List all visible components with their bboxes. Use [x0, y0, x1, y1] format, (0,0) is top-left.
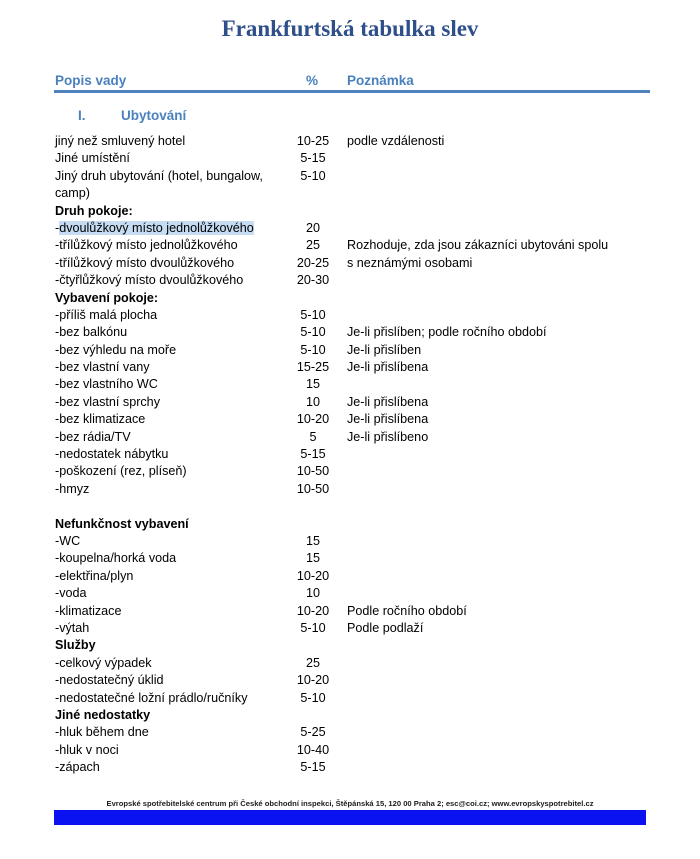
table-row [0, 620, 700, 637]
discount-percent: 5-15 [300, 760, 326, 775]
discount-percent: 10-20 [296, 603, 330, 618]
defect-description: -bez klimatizace [55, 412, 146, 427]
discount-percent: 5-25 [300, 725, 326, 740]
defect-description: -nedostatek nábytku [55, 447, 169, 462]
table-row [0, 724, 700, 741]
defect-note: Je-li přislíben [347, 342, 422, 357]
defect-description: -hmyz [55, 481, 90, 496]
table-row [0, 568, 700, 585]
defect-description: jiný než smluvený hotel [55, 134, 186, 148]
table-row [0, 394, 700, 411]
defect-description: Jiný druh ubytování (hotel, bungalow, camp) [55, 168, 263, 201]
discount-percent: 10-25 [296, 134, 330, 148]
discount-percent: 10-40 [296, 742, 330, 757]
discount-percent: 15-25 [296, 360, 330, 375]
discount-percent: 25 [305, 238, 320, 253]
column-header-percent: % [306, 73, 319, 88]
defect-description: -hluk během dne [55, 725, 149, 740]
defect-description: Druh pokoje: [55, 203, 133, 218]
table-row [0, 585, 700, 602]
header-divider [54, 90, 650, 93]
defect-description: -koupelna/horká voda [55, 551, 177, 566]
description-prefix: - [55, 220, 60, 235]
discount-percent: 5-10 [300, 307, 326, 322]
defect-description: -bez vlastní sprchy [55, 394, 160, 409]
defect-description: -bez rádia/TV [55, 429, 131, 444]
table-row [0, 237, 700, 254]
table-row [0, 672, 700, 689]
defect-description: Jiné umístění [55, 151, 130, 166]
table-row [0, 550, 700, 567]
discount-percent: 15 [305, 534, 320, 548]
table-row [0, 481, 700, 498]
defect-description: -poškození (rez, plíseň) [55, 464, 187, 479]
section-number: I. [78, 108, 86, 123]
discount-percent: 20-30 [296, 273, 330, 288]
discount-percent: 5-10 [300, 168, 326, 183]
defect-description: Nefunkčnost vybavení [55, 516, 189, 531]
discount-percent: 5-15 [300, 151, 326, 166]
table-row [0, 133, 700, 150]
discount-percent: 5-10 [300, 342, 326, 357]
table-row [0, 742, 700, 759]
defect-description: -třílůžkový místo jednolůžkového [55, 238, 238, 253]
page-title: Frankfurtská tabulka slev [221, 16, 479, 41]
defect-note: podle vzdálenosti [347, 134, 445, 148]
discount-percent: 10-20 [296, 673, 330, 688]
table-row [0, 429, 700, 446]
defect-description: -bez vlastního WC [55, 377, 158, 392]
defect-description: -voda [55, 586, 87, 601]
table-row [0, 411, 700, 428]
defect-note: Rozhoduje, zda jsou zákazníci ubytováni spolu [347, 238, 609, 253]
category-heading [0, 707, 700, 724]
footer-bar [54, 810, 646, 825]
table-row [0, 255, 700, 272]
table-row [0, 603, 700, 620]
category-heading [0, 516, 700, 533]
category-heading [0, 637, 700, 654]
defect-description: -příliš malá plocha [55, 307, 158, 322]
highlighted-text: dvoulůžkový místo jednolůžkového [59, 220, 254, 235]
table-row [0, 168, 700, 203]
discount-percent: 15 [305, 377, 320, 392]
discount-percent: 5-10 [300, 620, 326, 635]
defect-description: -klimatizace [55, 603, 122, 618]
discount-percent: 15 [305, 551, 320, 566]
defect-description: -nedostatečný úklid [55, 673, 164, 688]
discount-percent: 5-10 [300, 325, 326, 340]
table-row [0, 446, 700, 463]
defect-description: -výtah [55, 620, 90, 635]
footer-text: Evropské spotřebitelské centrum při České obchodní inspekci, Štěpánská 15, 120 00 Praha 2; esc@coi.cz; www.evropskyspotrebitel.cz [106, 799, 594, 808]
defect-note: Je-li přislíbena [347, 394, 429, 409]
discount-percent: 5-10 [300, 690, 326, 705]
defect-note: s neznámými osobami [347, 255, 473, 270]
discount-percent: 10 [305, 394, 320, 409]
defect-note: Je-li přislíbeno [347, 429, 429, 444]
defect-description: -třílůžkový místo dvoulůžkového [55, 255, 235, 270]
table-row [0, 272, 700, 289]
discount-percent: 20-25 [296, 255, 330, 270]
defect-description: -bez balkónu [55, 325, 128, 340]
defect-description: -nedostatečné ložní prádlo/ručníky [55, 690, 248, 705]
discount-percent: 10-50 [296, 481, 330, 496]
table-row [0, 463, 700, 480]
table-row [0, 150, 700, 167]
defect-description: -bez výhledu na moře [55, 342, 177, 357]
table-row [0, 324, 700, 341]
discount-percent: 25 [305, 655, 320, 670]
discount-percent: 5-15 [300, 447, 326, 462]
table-row [0, 690, 700, 707]
defect-description: -bez vlastní vany [55, 360, 150, 375]
discount-percent: 10 [305, 586, 320, 601]
discount-percent: 20 [305, 220, 320, 235]
defect-note: Podle ročního období [347, 603, 467, 618]
defect-description: Vybavení pokoje: [55, 290, 159, 305]
defect-description: -zápach [55, 760, 100, 775]
table-row [0, 359, 700, 376]
defect-note: Je-li přislíbena [347, 360, 429, 375]
table-row [0, 533, 700, 550]
spacer-row [0, 498, 700, 515]
defect-description: Služby [55, 638, 96, 653]
defect-description: -hluk v noci [55, 742, 119, 757]
discount-percent: 10-20 [296, 412, 330, 427]
section-label: Ubytování [121, 108, 187, 123]
table-row [0, 342, 700, 359]
category-heading [0, 203, 700, 220]
defect-description: -WC [55, 534, 81, 548]
defect-description: Jiné nedostatky [55, 707, 151, 722]
column-header-note: Poznámka [347, 73, 414, 88]
defect-note: Je-li přislíbena [347, 412, 429, 427]
discount-percent: 5 [309, 429, 317, 444]
defect-description: -čtyřlůžkový místo dvoulůžkového [55, 273, 244, 288]
discount-table [0, 133, 700, 776]
table-row [0, 655, 700, 672]
table-row [0, 307, 700, 324]
table-row [0, 376, 700, 393]
defect-description: -elektřina/plyn [55, 568, 134, 583]
defect-note: Je-li přislíben; podle ročního období [347, 325, 547, 340]
discount-percent: 10-50 [296, 464, 330, 479]
category-heading [0, 290, 700, 307]
column-header-description: Popis vady [55, 73, 127, 88]
defect-description [55, 220, 290, 237]
discount-percent: 10-20 [296, 568, 330, 583]
defect-note: Podle podlaží [347, 620, 424, 635]
table-row [0, 759, 700, 776]
table-row [0, 220, 700, 237]
defect-description: -celkový výpadek [55, 655, 152, 670]
